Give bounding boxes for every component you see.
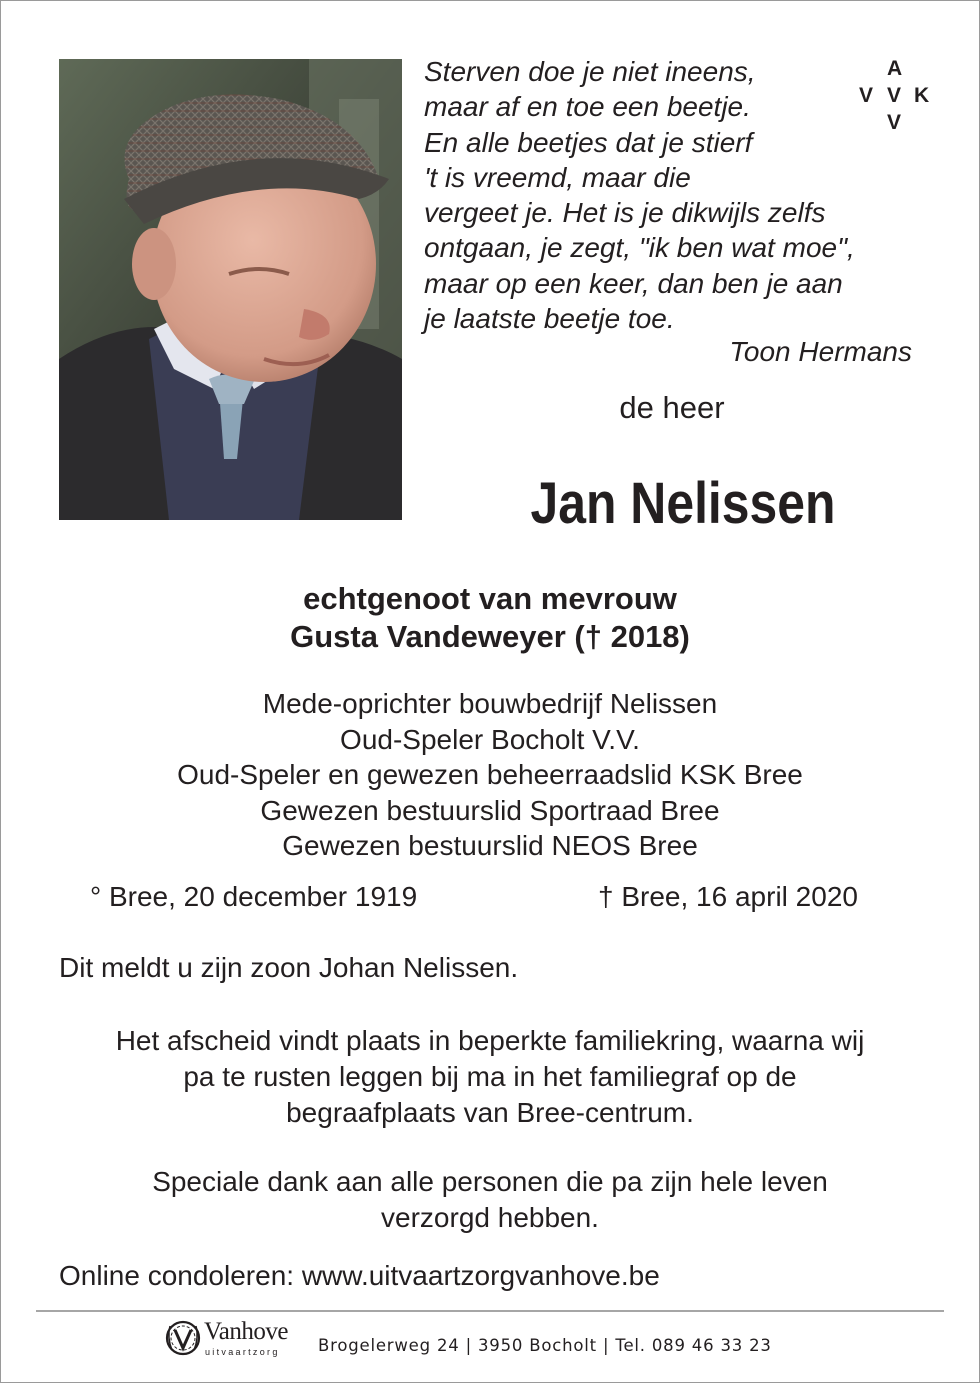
spouse-name: Gusta Vandeweyer († 2018) <box>290 619 690 654</box>
emblem-letter-left: V <box>859 84 874 107</box>
brand-name: Vanhove <box>204 1318 288 1345</box>
poem-line: maar op een keer, dan ben je aan <box>424 267 843 299</box>
deceased-name: Jan Nelissen <box>530 471 836 536</box>
death-date: † Bree, 16 april 2020 <box>598 881 858 912</box>
role-item: Gewezen bestuurslid NEOS Bree <box>282 830 698 861</box>
poem-line: maar af en toe een beetje. <box>424 91 751 123</box>
role-item: Mede-oprichter bouwbedrijf Nelissen <box>262 688 718 719</box>
thanks-line: Speciale dank aan alle personen die pa zijn hele leven <box>152 1166 828 1197</box>
spouse-line: echtgenoot van mevrouw <box>303 581 677 616</box>
footer-divider <box>36 1310 944 1312</box>
vanhove-emblem-icon <box>164 1318 202 1358</box>
spouse-block <box>0 580 980 656</box>
avvk-emblem <box>856 57 934 135</box>
poem-line: ontgaan, je zegt, "ik ben wat moe", <box>424 232 855 264</box>
announcement: Dit meldt u zijn zoon Johan Nelissen. <box>59 952 519 983</box>
emblem-letter-bottom: V <box>887 111 902 134</box>
farewell-line: Het afscheid vindt plaats in beperkte familiekring, waarna wij <box>115 1025 865 1056</box>
role-item: Oud-Speler en gewezen beheerraadslid KSK Bree <box>177 759 803 790</box>
farewell-line: begraafplaats van Bree-centrum. <box>286 1097 694 1128</box>
role-item: Gewezen bestuurslid Sportraad Bree <box>260 794 720 826</box>
birth-date: ° Bree, 20 december 1919 <box>90 881 418 912</box>
poem-author: Toon Hermans <box>729 336 912 367</box>
salutation: de heer <box>619 390 725 425</box>
roles-list <box>0 686 980 864</box>
emblem-letter-center: V <box>887 84 902 107</box>
poem-line: vergeet je. Het is je dikwijls zelfs <box>424 197 826 229</box>
farewell-line: pa te rusten leggen bij ma in het familiegraf op de <box>183 1061 797 1092</box>
poem-line: En alle beetjes dat je stierf <box>424 126 753 158</box>
emblem-letter-right: K <box>914 84 930 107</box>
thanks-text <box>0 1164 980 1236</box>
brand-subtitle: uitvaartzorg <box>205 1347 280 1357</box>
poem <box>424 54 924 336</box>
poem-line: Sterven doe je niet ineens, <box>424 56 756 87</box>
thanks-line: verzorgd hebben. <box>381 1202 599 1233</box>
online-condolences[interactable]: Online condoleren: www.uitvaartzorgvanhove.be <box>59 1260 660 1291</box>
portrait-photo <box>59 59 402 520</box>
poem-line: 't is vreemd, maar die <box>424 161 691 193</box>
footer-address: Brogelerweg 24 | 3950 Bocholt | Tel. 089 46 33 23 <box>318 1336 772 1355</box>
farewell-text <box>0 1023 980 1131</box>
emblem-letter-top: A <box>887 57 903 80</box>
vanhove-logo <box>164 1318 314 1360</box>
role-item: Oud-Speler Bocholt V.V. <box>340 723 640 755</box>
poem-line: je laatste beetje toe. <box>424 303 675 335</box>
